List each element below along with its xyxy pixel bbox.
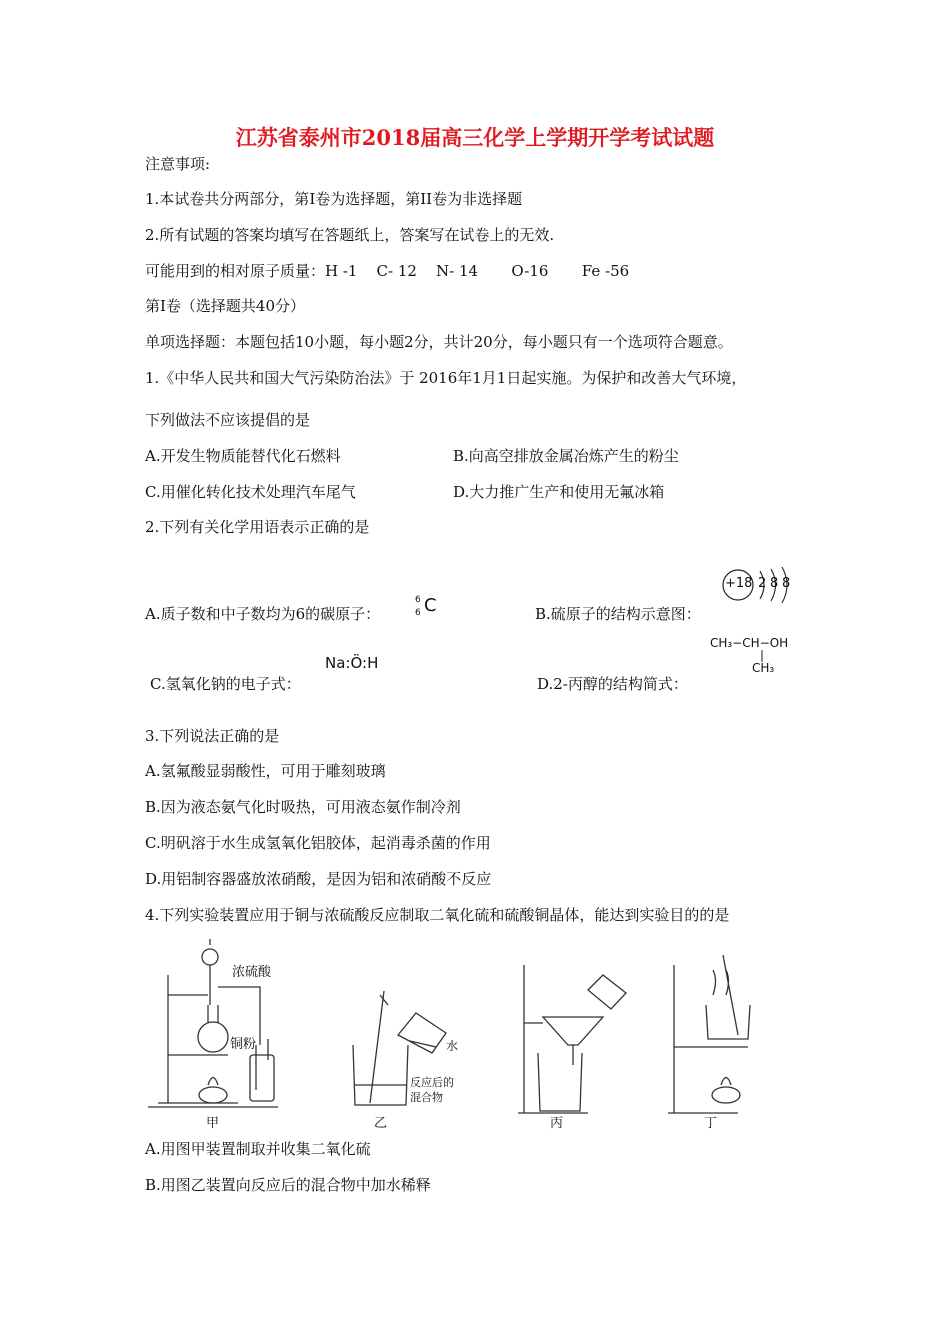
q4-option-b: B.用图乙装置向反应后的混合物中加水稀释 — [145, 1176, 431, 1194]
q1-option-a: A.开发生物质能替代化石燃料 — [145, 447, 341, 465]
propanol-structure — [710, 636, 810, 676]
element-symbol: C — [424, 595, 437, 616]
label-yi: 乙 — [374, 1116, 388, 1131]
q4-stem: 4.下列实验装置应用于铜与浓硫酸反应制取二氧化硫和硫酸铜晶体，能达到实验目的的是 — [145, 906, 730, 924]
propanol-main-chain: CH₃−CH−OH — [710, 636, 789, 650]
atomic-masses: 可能用到的相对原子质量：H -1 C- 12 N- 14 O-16 Fe -56 — [145, 262, 630, 280]
label-ding: 丁 — [704, 1116, 718, 1131]
shell-2: 8 — [770, 576, 779, 591]
q1-stem-line2: 下列做法不应该提倡的是 — [145, 411, 311, 429]
q2-option-b: B.硫原子的结构示意图： — [535, 605, 701, 623]
propanol-branch: CH₃ — [752, 661, 775, 675]
q2-option-c: C.氢氧化钠的电子式： — [150, 675, 301, 693]
q2-stem: 2.下列有关化学用语表示正确的是 — [145, 518, 370, 536]
apparatus-figure — [148, 935, 788, 1135]
shell-1: 2 — [758, 576, 767, 591]
q3-option-b: B.因为液态氨气化时吸热，可用液态氨作制冷剂 — [145, 798, 461, 816]
q3-option-c: C.明矾溶于水生成氢氧化铝胶体，起消毒杀菌的作用 — [145, 834, 491, 852]
carbon-isotope-formula — [415, 595, 445, 625]
q4-option-a: A.用图甲装置制取并收集二氧化硫 — [145, 1140, 371, 1158]
q2-option-d: D.2-丙醇的结构简式： — [537, 675, 688, 693]
label-bing: 丙 — [550, 1116, 564, 1131]
note-item-1: 1.本试卷共分两部分，第I卷为选择题，第II卷为非选择题 — [145, 190, 523, 208]
note-item-2: 2.所有试题的答案均填写在答题纸上，答案写在试卷上的无效. — [145, 226, 555, 244]
notes-heading: 注意事项: — [145, 155, 211, 173]
label-copper: 铜粉 — [230, 1037, 257, 1052]
label-mixture-2: 混合物 — [410, 1091, 443, 1104]
q3-option-d: D.用铝制容器盛放浓硝酸，是因为铝和浓硝酸不反应 — [145, 870, 492, 888]
label-jia: 甲 — [206, 1116, 220, 1131]
q1-option-d: D.大力推广生产和使用无氟冰箱 — [453, 483, 665, 501]
q1-stem-line1: 1.《中华人民共和国大气污染防治法》于 2016年1月1日起实施。为保护和改善大气环境， — [145, 369, 747, 387]
section-instructions: 单项选择题：本题包括10小题，每小题2分，共计20分，每小题只有一个选项符合题意。 — [145, 333, 733, 351]
nucleus-charge: +18 — [725, 576, 753, 591]
document-title: 江苏省泰州市2018届高三化学上学期开学考试试题 — [235, 125, 715, 150]
naoh-electron-formula: Na:Ö:H — [325, 654, 379, 672]
shell-3: 8 — [782, 576, 791, 591]
label-mixture-1: 反应后的 — [410, 1076, 454, 1089]
mass-number: 6 — [415, 595, 421, 605]
sulfur-structure-diagram — [716, 565, 806, 613]
q1-option-c: C.用催化转化技术处理汽车尾气 — [145, 483, 356, 501]
q2-option-a: A.质子数和中子数均为6的碳原子： — [145, 605, 381, 623]
atomic-number: 6 — [415, 608, 421, 618]
label-acid: 浓硫酸 — [232, 965, 272, 980]
label-water: 水 — [446, 1039, 459, 1053]
q1-option-b: B.向高空排放金属冶炼产生的粉尘 — [453, 447, 679, 465]
q3-option-a: A.氢氟酸显弱酸性，可用于雕刻玻璃 — [145, 762, 386, 780]
q3-stem: 3.下列说法正确的是 — [145, 727, 280, 745]
section-heading: 第I卷（选择题共40分） — [145, 297, 306, 315]
